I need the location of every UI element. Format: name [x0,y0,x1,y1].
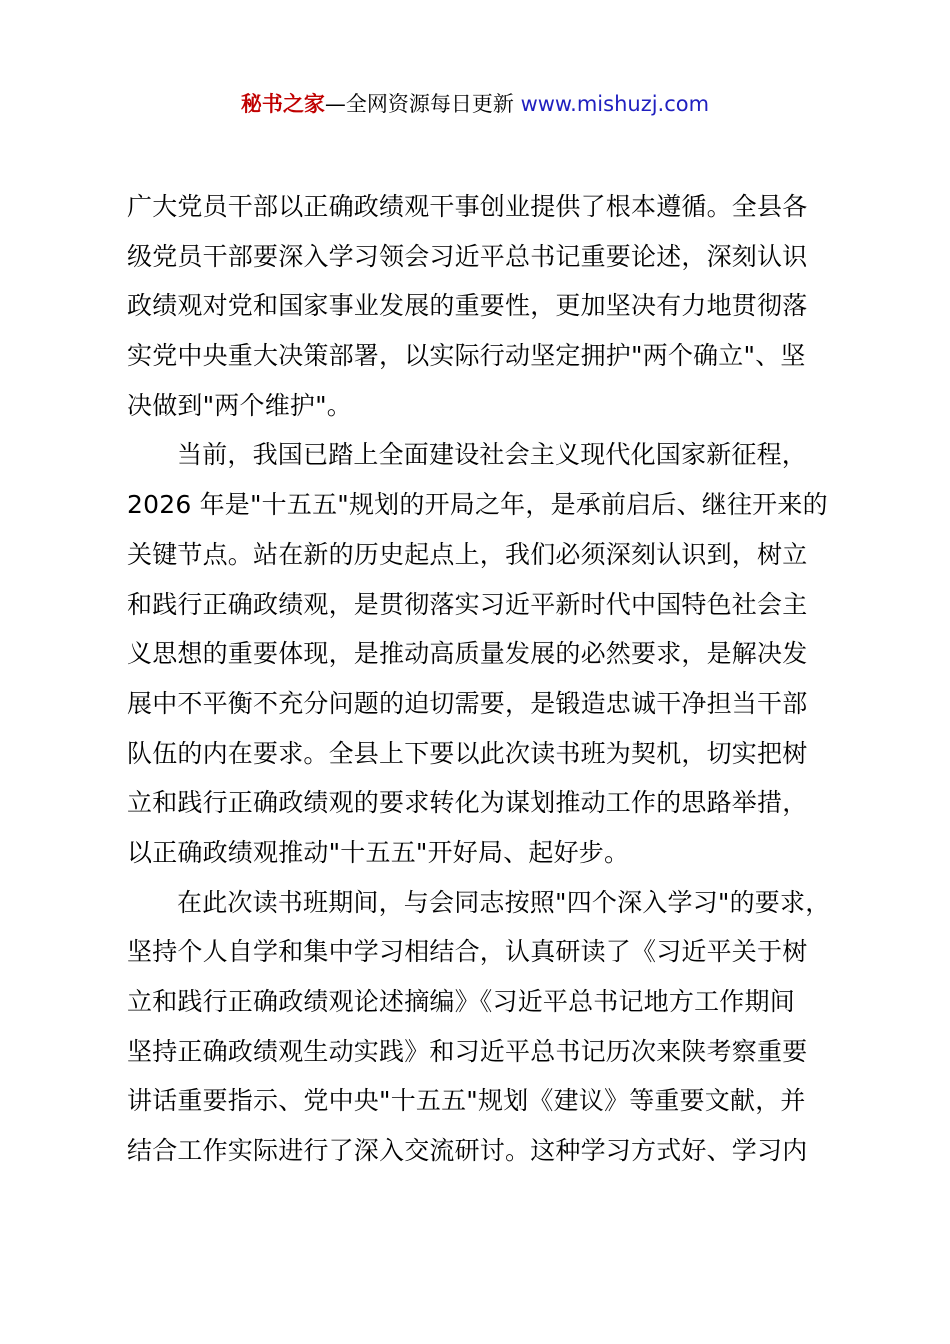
text-line: 政绩观对党和国家事业发展的重要性，更加坚决有力地贯彻落 [127,291,808,321]
text-line: 以正确政绩观推动"十五五"开好局、起好步。 [127,837,630,867]
page-header [0,88,950,120]
paragraph-first-line: 在此次读书班期间，与会同志按照"四个深入学习"的要求， [177,887,831,917]
document-body [127,182,847,1176]
text-line: 立和践行正确政绩观论述摘编》《习近平总书记地方工作期间 [127,987,795,1016]
text-line: 讲话重要指示、党中央"十五五"规划《建议》等重要文献，并 [127,1086,806,1116]
text-line: 义思想的重要体现，是推动高质量发展的必然要求，是解决发 [127,639,808,669]
paragraph-first-line: 当前，我国已踏上全面建设社会主义现代化国家新征程， [177,440,808,470]
text-line: 立和践行正确政绩观的要求转化为谋划推动工作的思路举措， [127,788,808,818]
text-line: 坚持正确政绩观生动实践》和习近平总书记历次来陕考察重要 [127,1036,808,1066]
text-line: 决做到"两个维护"。 [127,390,352,420]
text-line: 队伍的内在要求。全县上下要以此次读书班为契机，切实把树 [127,738,808,768]
text-line: 级党员干部要深入学习领会习近平总书记重要论述，深刻认识 [127,241,808,271]
site-tagline: —全网资源每日更新 [324,92,514,116]
text-line: 关键节点。站在新的历史起点上，我们必须深刻认识到，树立 [127,539,808,569]
text-line: 2026 年是"十五五"规划的开局之年，是承前启后、继往开来的 [127,490,828,520]
text-line: 实党中央重大决策部署，以实际行动坚定拥护"两个确立"、坚 [127,341,806,371]
text-line: 展中不平衡不充分问题的迫切需要，是锻造忠诚干净担当干部 [127,688,808,718]
text-line: 广大党员干部以正确政绩观干事创业提供了根本遵循。全县各 [127,192,808,221]
site-brand: 秘书之家 [240,92,325,116]
text-line: 结合工作实际进行了深入交流研讨。这种学习方式好、学习内 [127,1136,808,1166]
text-line: 和践行正确政绩观，是贯彻落实习近平新时代中国特色社会主 [127,589,808,619]
site-url-link[interactable]: www.mishuzj.com [520,92,710,116]
text-line: 坚持个人自学和集中学习相结合，认真研读了《习近平关于树 [127,937,808,967]
